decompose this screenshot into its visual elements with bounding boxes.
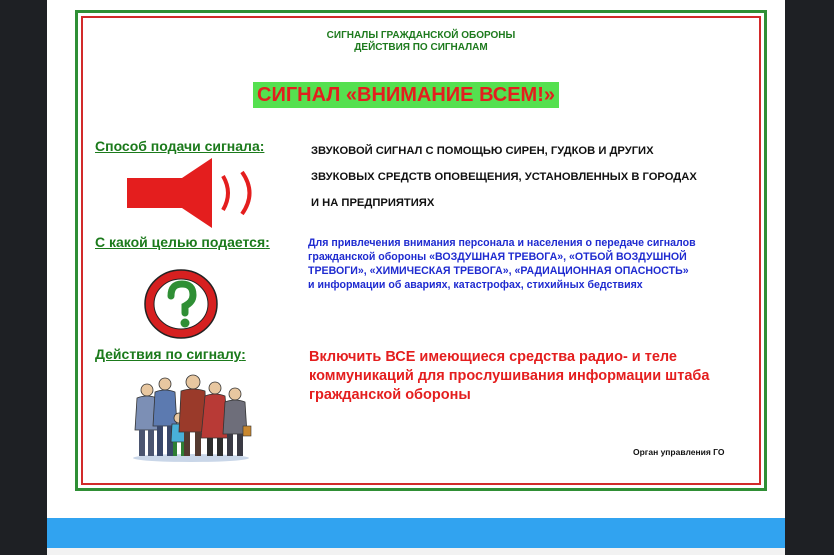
poster-inner-border [81, 16, 761, 485]
purpose-label-colon: : [265, 234, 270, 250]
civil-defense-poster [75, 10, 767, 491]
method-line-1: ЗВУКОВОЙ СИГНАЛ С ПОМОЩЬЮ СИРЕН, ГУДКОВ И ДРУГИХ [311, 145, 654, 157]
signal-title: СИГНАЛ «ВНИМАНИЕ ВСЕМ!» [253, 82, 559, 108]
method-description [311, 142, 751, 220]
method-label-colon: : [259, 138, 265, 154]
method-line-3: И НА ПРЕДПРИЯТИЯХ [311, 197, 435, 209]
actions-label-text: Действия по сигналу [95, 346, 242, 362]
method-line-2: ЗВУКОВЫХ СРЕДСТВ ОПОВЕЩЕНИЯ, УСТАНОВЛЕННЫХ В ГОРОДАХ [311, 171, 697, 183]
header-line-1: СИГНАЛЫ ГРАЖДАНСКОЙ ОБОРОНЫ [326, 30, 516, 41]
purpose-line-1: Для привлечения внимания персонала и населения о передаче сигналов [308, 237, 696, 249]
purpose-line-4: и информации об авариях, катастрофах, стихийных бедствиях [308, 279, 643, 291]
bottom-bar [47, 518, 785, 548]
bottom-divider [47, 548, 785, 555]
purpose-line-3: ТРЕВОГИ», «ХИМИЧЕСКАЯ ТРЕВОГА», «РАДИАЦИОННАЯ ОПАСНОСТЬ» [308, 265, 689, 277]
purpose-label [95, 234, 270, 250]
actions-label [95, 346, 246, 362]
actions-label-colon: : [241, 346, 246, 362]
purpose-description [308, 236, 763, 292]
document-page [47, 0, 785, 555]
method-label-text: Способ подачи сигнала [95, 138, 260, 154]
poster-header [83, 30, 759, 54]
actions-line-1: Включить ВСЕ имеющиеся средства радио- и теле [309, 349, 678, 365]
people-crowd-icon [131, 368, 256, 463]
method-label [95, 138, 264, 154]
loudspeaker-icon [127, 158, 262, 228]
actions-line-3: гражданской обороны [309, 387, 471, 403]
actions-line-2: коммуникаций для прослушивания информации штаба [309, 368, 710, 384]
purpose-line-2: гражданской обороны «ВОЗДУШНАЯ ТРЕВОГА», «ОТБОЙ ВОЗДУШНОЙ [308, 251, 687, 263]
header-line-2: ДЕЙСТВИЯ ПО СИГНАЛАМ [354, 42, 488, 53]
question-mark-icon [141, 266, 221, 342]
purpose-label-text: С какой целью подается [95, 234, 266, 250]
authority-signature: Орган управления ГО [633, 447, 725, 457]
actions-description [309, 348, 759, 405]
